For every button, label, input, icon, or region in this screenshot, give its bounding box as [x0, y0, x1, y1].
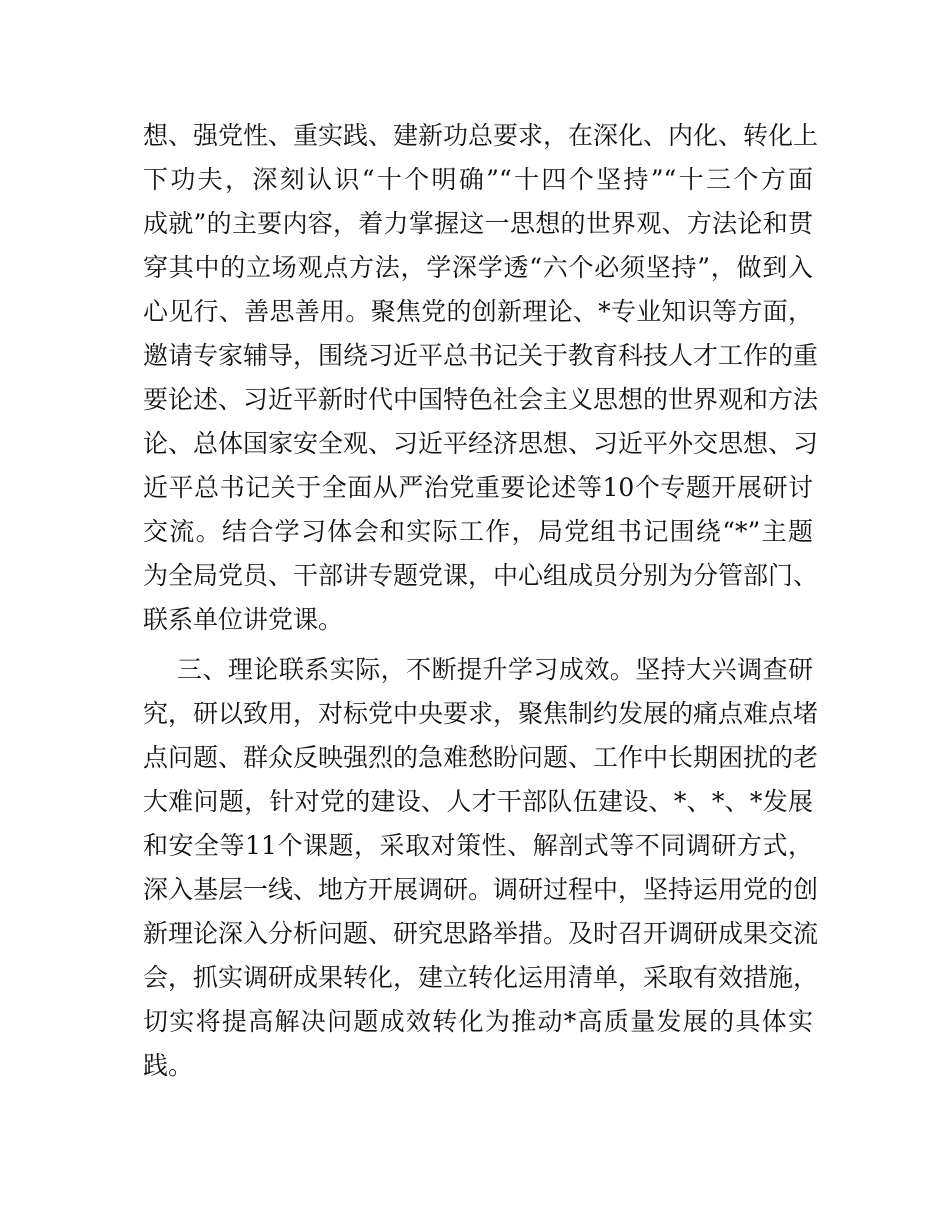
paragraph-2-line-5: 和安全等11个课题，采取对策性、解剖式等不同调研方式，	[143, 831, 813, 860]
paragraph-2-line-1: 三、理论联系实际，不断提升学习成效。坚持大兴调查研	[177, 655, 813, 684]
paragraph-1-line-4: 穿其中的立场观点方法，学深学透“六个必须坚持”，做到入	[143, 253, 813, 282]
paragraph-1-line-7: 要论述、习近平新时代中国特色社会主义思想的世界观和方法	[143, 385, 819, 414]
paragraph-2-line-10: 践。	[143, 1051, 194, 1080]
paragraph-2-line-7: 新理论深入分析问题、研究思路举措。及时召开调研成果交流	[143, 919, 819, 948]
paragraph-2-line-4: 大难问题，针对党的建设、人才干部队伍建设、*、*、*发展	[143, 787, 813, 816]
paragraph-1-line-9: 近平总书记关于全面从严治党重要论述等10个专题开展研讨	[143, 473, 813, 502]
paragraph-1-line-6: 邀请专家辅导，围绕习近平总书记关于教育科技人才工作的重	[143, 341, 819, 370]
paragraph-2-line-6: 深入基层一线、地方开展调研。调研过程中，坚持运用党的创	[143, 875, 819, 904]
paragraph-1-line-8: 论、总体国家安全观、习近平经济思想、习近平外交思想、习	[143, 429, 819, 458]
paragraph-1-line-10: 交流。结合学习体会和实际工作，局党组书记围绕“*”主题	[143, 517, 813, 546]
paragraph-1-line-3: 成就”的主要内容，着力掌握这一思想的世界观、方法论和贯	[143, 209, 813, 238]
paragraph-2-line-9: 切实将提高解决问题成效转化为推动*高质量发展的具体实	[143, 1007, 813, 1036]
paragraph-1-line-11: 为全局党员、干部讲专题党课，中心组成员分别为分管部门、	[143, 561, 819, 590]
paragraph-1-line-5: 心见行、善思善用。聚焦党的创新理论、*专业知识等方面，	[143, 297, 813, 326]
paragraph-2-line-3: 点问题、群众反映强烈的急难愁盼问题、工作中长期困扰的老	[143, 743, 819, 772]
paragraph-1-line-12: 联系单位讲党课。	[143, 605, 344, 634]
paragraph-2-line-8: 会，抓实调研成果转化，建立转化运用清单，采取有效措施，	[143, 963, 819, 992]
paragraph-1-line-1: 想、强党性、重实践、建新功总要求，在深化、内化、转化上	[143, 121, 819, 150]
paragraph-1-line-2: 下功夫，深刻认识“十个明确”“十四个坚持”“十三个方面	[143, 165, 813, 194]
paragraph-2-line-2: 究，研以致用，对标党中央要求，聚焦制约发展的痛点难点堵	[143, 699, 819, 728]
